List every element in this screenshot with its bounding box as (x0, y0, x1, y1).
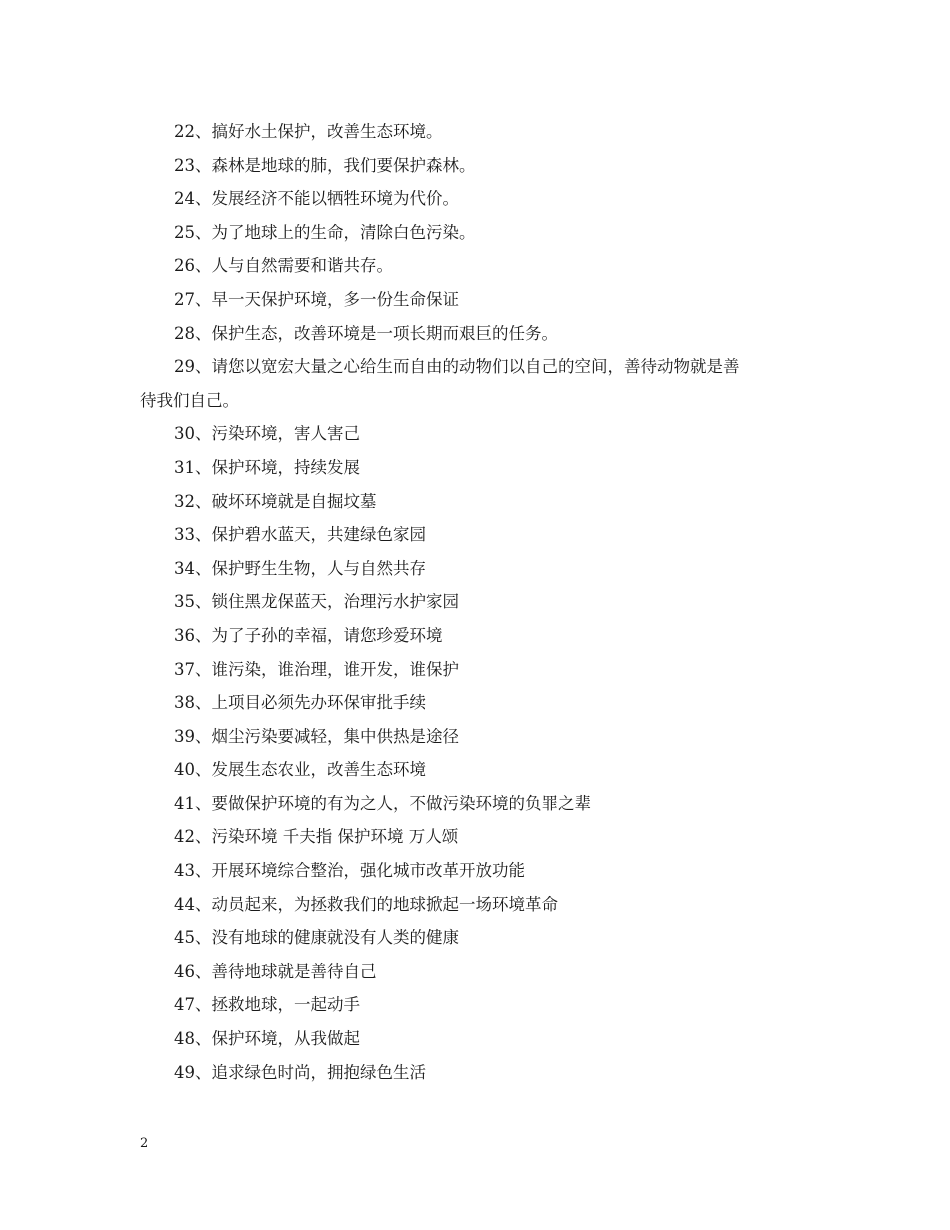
list-item: 47、拯救地球，一起动手 (174, 995, 360, 1015)
list-item: 28、保护生态，改善环境是一项长期而艰巨的任务。 (174, 323, 558, 343)
list-item: 32、破坏环境就是自掘坟墓 (174, 491, 377, 511)
list-item: 39、烟尘污染要减轻，集中供热是途径 (174, 726, 459, 746)
list-item: 48、保护环境，从我做起 (174, 1029, 360, 1049)
list-item: 40、发展生态农业，改善生态环境 (174, 760, 426, 780)
list-item: 22、搞好水土保护，改善生态环境。 (174, 122, 443, 141)
list-item: 37、谁污染，谁治理，谁开发，谁保护 (174, 659, 459, 679)
list-item: 34、保护野生生物，人与自然共存 (174, 558, 426, 578)
list-item: 31、保护环境，持续发展 (174, 457, 360, 477)
list-item: 36、为了子孙的幸福，请您珍爱环境 (174, 625, 443, 645)
list-item: 33、保护碧水蓝天，共建绿色家园 (174, 525, 426, 545)
list-item: 27、早一天保护环境，多一份生命保证 (174, 289, 459, 309)
list-item-continuation: 待我们自己。 (140, 390, 239, 410)
list-item: 43、开展环境综合整治，强化城市改革开放功能 (174, 861, 525, 881)
list-item: 44、动员起来，为拯救我们的地球掀起一场环境革命 (174, 894, 558, 914)
list-item: 25、为了地球上的生命，清除白色污染。 (174, 222, 476, 242)
list-item: 46、善待地球就是善待自己 (174, 961, 377, 981)
list-item: 24、发展经济不能以牺牲环境为代价。 (174, 189, 459, 209)
list-item: 45、没有地球的健康就没有人类的健康 (174, 928, 459, 948)
list-item: 23、森林是地球的肺，我们要保护森林。 (174, 155, 476, 175)
list-item: 41、要做保护环境的有为之人，不做污染环境的负罪之辈 (174, 793, 591, 813)
page-number: 2 (140, 1136, 149, 1151)
list-item: 38、上项目必须先办环保审批手续 (174, 693, 426, 713)
list-item: 30、污染环境，害人害己 (174, 424, 360, 444)
list-item: 29、请您以宽宏大量之心给生而自由的动物们以自己的空间，善待动物就是善 (174, 357, 740, 377)
list-item: 26、人与自然需要和谐共存。 (174, 256, 393, 276)
list-item: 35、锁住黑龙保蓝天，治理污水护家园 (174, 592, 459, 612)
slogan-list (140, 115, 820, 1089)
list-item: 49、追求绿色时尚，拥抱绿色生活 (174, 1062, 426, 1082)
list-item: 42、污染环境 千夫指 保护环境 万人颂 (174, 827, 459, 847)
